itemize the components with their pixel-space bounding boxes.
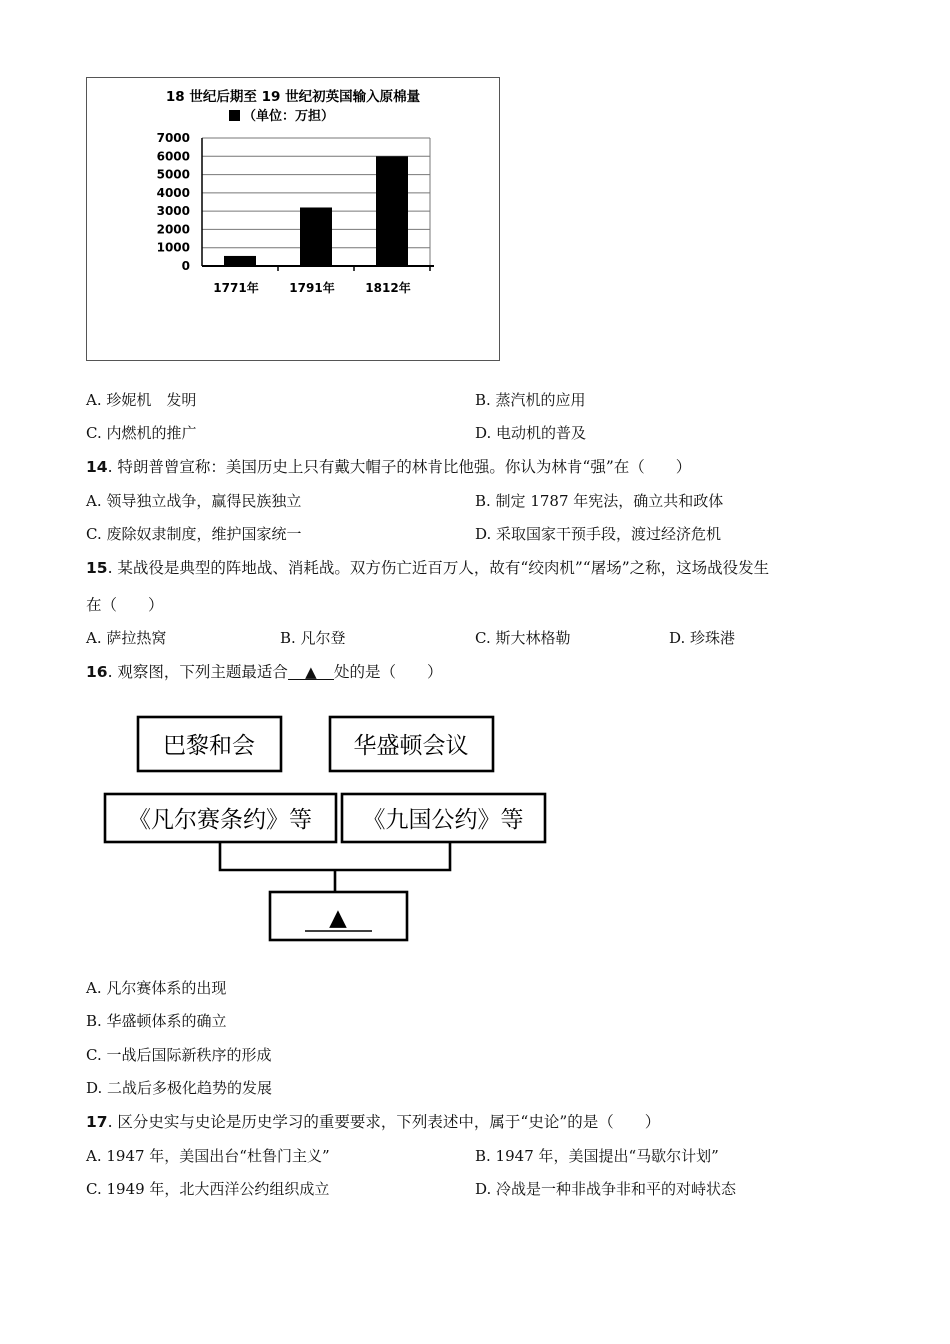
x-tick-label: 1791年 [289, 281, 335, 295]
q13-option-b[interactable]: B. 蒸汽机的应用 [475, 391, 586, 409]
q16-option-b[interactable]: B. 华盛顿体系的确立 [86, 1012, 227, 1030]
q13-option-c[interactable]: C. 内燃机的推广 [86, 424, 197, 442]
y-tick-label: 0 [181, 259, 190, 273]
q17-stem [86, 1110, 660, 1132]
q15-number: 15 [86, 559, 108, 577]
q16-stem [86, 660, 442, 682]
q14-option-d[interactable]: D. 采取国家干预手段，渡过经济危机 [475, 525, 722, 543]
q16-blank: ▲ [288, 665, 334, 680]
box5-label: ▲ [329, 905, 347, 931]
y-tick-label: 7000 [156, 131, 190, 145]
bar-1791年 [300, 207, 332, 266]
q14-option-a[interactable]: A. 领导独立战争，赢得民族独立 [86, 492, 302, 510]
y-tick-label: 2000 [156, 222, 190, 237]
bar-1812年 [376, 156, 408, 266]
chart-title: 18 世纪后期至 19 世纪初英国输入原棉量 [165, 89, 421, 105]
x-tick-label: 1771年 [213, 281, 259, 295]
x-tick-label: 1812年 [365, 281, 411, 295]
q15-option-b[interactable]: B. 凡尔登 [280, 629, 346, 647]
box4-label: 《九国公约》等 [362, 807, 524, 833]
box2-label: 华盛顿会议 [353, 733, 469, 759]
q17-number: 17 [86, 1113, 108, 1131]
q16-text-before: . 观察图，下列主题最适合 [107, 663, 288, 681]
q15-option-a[interactable]: A. 萨拉热窝 [86, 629, 167, 647]
q17-option-a[interactable]: A. 1947 年，美国出台“杜鲁门主义” [86, 1147, 330, 1165]
q14-option-b[interactable]: B. 制定 1787 年宪法，确立共和政体 [475, 492, 724, 510]
box3-label: 《凡尔赛条约》等 [128, 807, 312, 833]
q17-option-b[interactable]: B. 1947 年，美国提出“马歇尔计划” [475, 1147, 719, 1165]
q17-option-d[interactable]: D. 冷战是一种非战争非和平的对峙状态 [475, 1180, 737, 1198]
legend-swatch [229, 110, 240, 121]
q17-option-c[interactable]: C. 1949 年，北大西洋公约组织成立 [86, 1180, 330, 1198]
q14-option-c[interactable]: C. 废除奴隶制度，维护国家统一 [86, 525, 302, 543]
treaty-diagram-svg [100, 712, 550, 944]
q16-text-after: 处的是（ ） [333, 663, 443, 681]
connector-bracket [220, 842, 450, 892]
cotton-import-chart [86, 77, 500, 361]
plot-area [157, 131, 434, 295]
bar-1771年 [224, 256, 256, 266]
q15-text-line1: . 某战役是典型的阵地战、消耗战。双方伤亡近百万人，故有“绞肉机”“屠场”之称，这场战役发生 [107, 559, 770, 577]
q15-option-c[interactable]: C. 斯大林格勒 [475, 629, 571, 647]
y-tick-label: 5000 [156, 167, 190, 182]
q15-option-d[interactable]: D. 珍珠港 [669, 629, 736, 647]
bar-chart-svg [87, 78, 499, 360]
y-tick-label: 3000 [156, 204, 190, 219]
q16-option-c[interactable]: C. 一战后国际新秩序的形成 [86, 1046, 272, 1064]
q15-stem [86, 556, 769, 578]
y-tick-label: 1000 [156, 240, 190, 255]
y-tick-label: 6000 [156, 149, 190, 164]
y-tick-label: 4000 [156, 185, 190, 200]
q14-stem [86, 455, 691, 477]
legend-label: （单位：万担） [243, 109, 335, 124]
q13-option-d[interactable]: D. 电动机的普及 [475, 424, 587, 442]
q16-option-a[interactable]: A. 凡尔赛体系的出现 [86, 979, 227, 997]
q16-option-d[interactable]: D. 二战后多极化趋势的发展 [86, 1079, 273, 1097]
box1-label: 巴黎和会 [163, 733, 255, 759]
q14-number: 14 [86, 458, 108, 476]
q16-number: 16 [86, 663, 108, 681]
q17-text: . 区分史实与史论是历史学习的重要要求，下列表述中，属于“史论”的是（ ） [107, 1113, 661, 1131]
q14-text: . 特朗普曾宣称：美国历史上只有戴大帽子的林肯比他强。你认为林肯“强”在（ ） [107, 458, 692, 476]
q13-option-a[interactable]: A. 珍妮机 发明 [86, 391, 197, 409]
treaty-diagram [100, 712, 550, 944]
q15-text-line2: 在（ ） [86, 596, 164, 614]
